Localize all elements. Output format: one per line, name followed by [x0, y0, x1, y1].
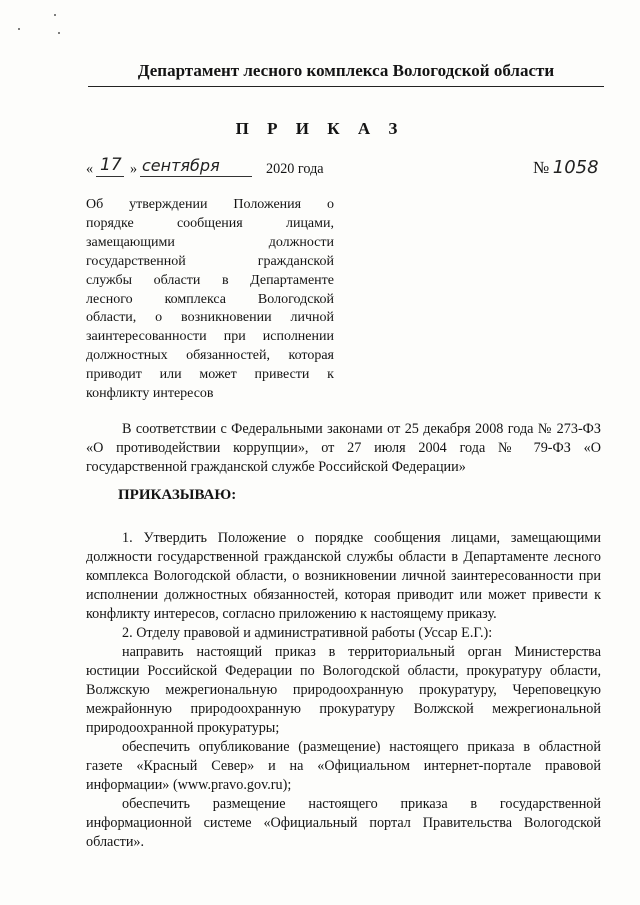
header-rule — [88, 86, 604, 87]
date-day-underline — [96, 176, 124, 177]
order-item-2: 2. Отделу правовой и административной работы (Уссар Е.Г.): — [122, 625, 493, 641]
subject-line: государственной гражданской — [86, 253, 334, 269]
scan-speck — [54, 14, 56, 16]
date-month-underline — [140, 176, 252, 177]
organization-header: Департамент лесного комплекса Вологодской области — [137, 61, 555, 80]
subject-line: Об утверждении Положения о — [86, 197, 334, 212]
subject-line: области, о возникновении личной — [86, 310, 334, 326]
number-prefix: № — [533, 158, 550, 177]
order-item-2-c: обеспечить размещение настоящего приказа в государственной информационной системе «Официальный портал Правительства Вологодской области». — [86, 796, 601, 850]
date-close-quote: » — [130, 161, 138, 177]
date-year: 2020 года — [266, 161, 324, 177]
order-items — [86, 529, 601, 852]
document-number — [533, 158, 599, 179]
preamble-text: В соответствии с Федеральными законами от 25 декабря 2008 года № 273-ФЗ «О противодействии коррупции», от 27 июля 2004 года № 79-ФЗ «О государственной гражданской службе Российской Федерации» — [86, 421, 601, 475]
subject-line: должностных обязанностей, которая — [86, 348, 334, 364]
date-day: 17 — [100, 155, 122, 175]
order-word: ПРИКАЗЫВАЮ: — [118, 487, 237, 503]
date-line — [86, 155, 346, 184]
order-item-2-a: направить настоящий приказ в территориальный орган Министерства юстиции Российской Федерации по Вологодской области, прокуратуру области, Волжскую межрегиональную природоохранную прокуратуру, Череповецкую межрайонную природоохранную прокуратуру Волжской межрегиональной природоохранной прокуратуры; — [86, 644, 601, 736]
subject-line: приводит или может привести к — [86, 367, 334, 383]
document-title: П Р И К А З — [235, 119, 405, 138]
subject-line: лесного комплекса Вологодской — [86, 291, 334, 307]
subject-line: конфликту интересов — [86, 386, 214, 402]
preamble-block — [86, 420, 601, 477]
subject-line: замещающими должности — [86, 234, 334, 250]
scan-speck — [58, 32, 60, 34]
scan-speck — [18, 28, 20, 30]
subject-line: заинтересованности при исполнении — [86, 329, 334, 345]
date-month: сентября — [142, 156, 220, 175]
order-item-1: 1. Утвердить Положение о порядке сообщения лицами, замещающими должности государственной гражданской службы области в Департаменте лесного комплекса Вологодской области, о возникновении личной заинтересованности при исполнении должностных обязанностей, которая приводит или может привести к конфликту интересов, согласно приложению к настоящему приказу. — [86, 530, 601, 622]
subject-line: порядке сообщения лицами, — [86, 215, 334, 231]
subject-block — [86, 196, 334, 404]
number-value: 1058 — [552, 157, 599, 178]
date-open-quote: « — [86, 161, 94, 177]
subject-line: службы области в Департаменте — [86, 272, 334, 288]
order-item-2-b: обеспечить опубликование (размещение) настоящего приказа в областной газете «Красный Север» и на «Официальном интернет-портале правовой информации» (www.pravo.gov.ru); — [86, 739, 601, 793]
